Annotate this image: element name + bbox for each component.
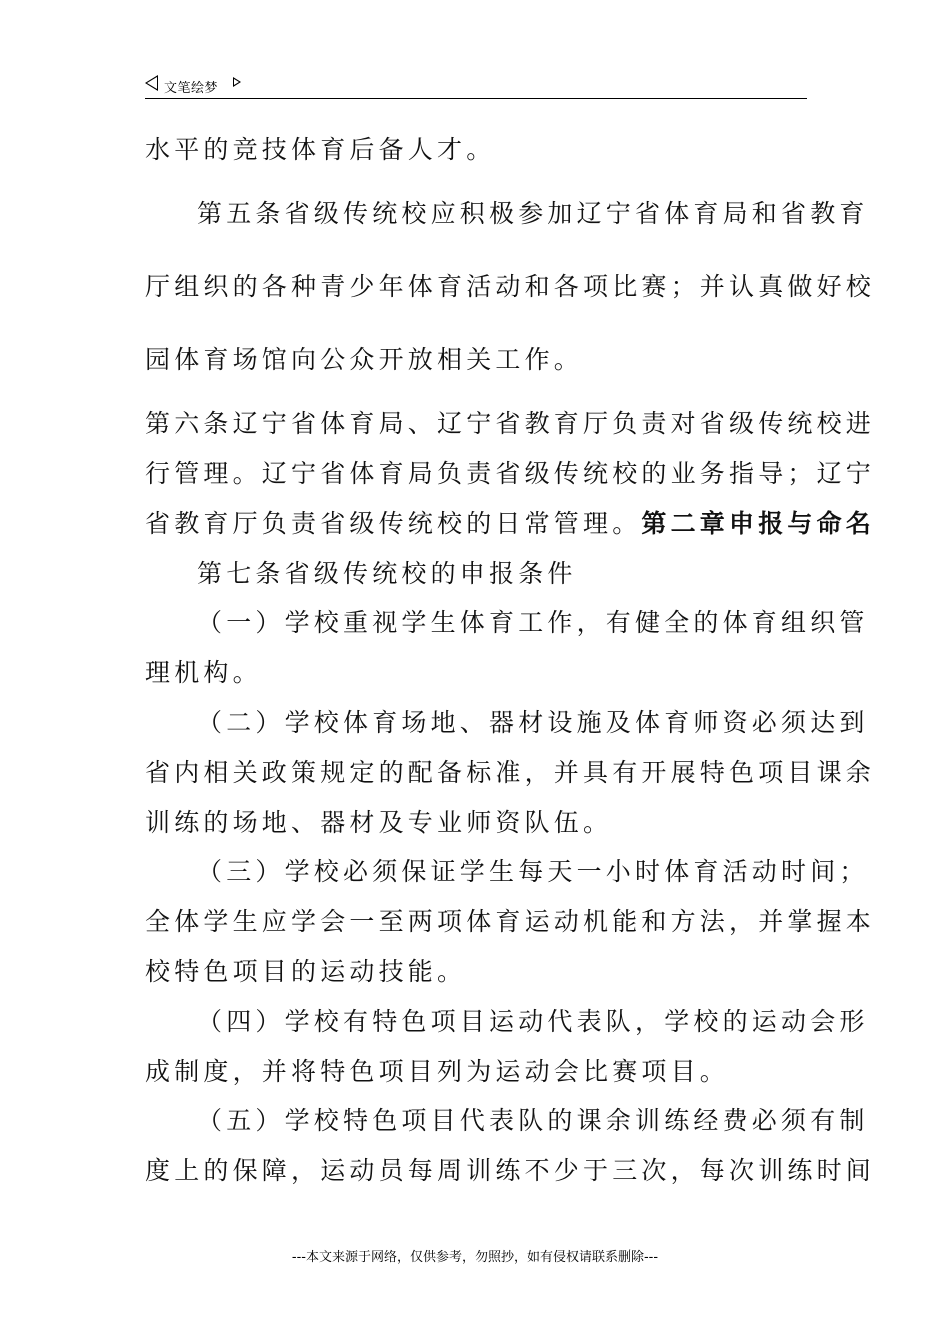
text-line: （四）学校有特色项目运动代表队，学校的运动会形 — [197, 1007, 869, 1036]
page-footer: ---本文来源于网络，仅供参考，勿照抄，如有侵权请联系删除--- — [291, 1250, 659, 1265]
text-line: （二）学校体育场地、器材设施及体育师资必须达到 — [197, 708, 869, 737]
text-line: 园体育场馆向公众开放相关工作。 — [145, 345, 584, 374]
text-line: 第七条省级传统校的申报条件 — [197, 559, 577, 588]
text-line: 理机构。 — [145, 658, 262, 687]
text-line: 第五条省级传统校应积极参加辽宁省体育局和省教育 — [197, 199, 869, 228]
text-line: 水平的竞技体育后备人才。 — [145, 135, 496, 164]
text-line — [145, 509, 876, 539]
text-line: （一）学校重视学生体育工作，有健全的体育组织管 — [197, 608, 869, 637]
text-line: 成制度，并将特色项目列为运动会比赛项目。 — [145, 1057, 730, 1086]
triangle-left-icon — [145, 75, 158, 91]
header-title: 文笔绘梦 — [164, 81, 219, 96]
page-header — [145, 74, 807, 99]
text-line: （五）学校特色项目代表队的课余训练经费必须有制 — [197, 1106, 869, 1135]
text-line: 行管理。辽宁省体育局负责省级传统校的业务指导；辽宁 — [145, 459, 876, 488]
text-line: 省内相关政策规定的配备标准，并具有开展特色项目课余 — [145, 758, 876, 787]
triangle-right-icon — [233, 77, 241, 87]
text-line: 第六条辽宁省体育局、辽宁省教育厅负责对省级传统校进 — [145, 409, 876, 438]
text-line: 厅组织的各种青少年体育活动和各项比赛；并认真做好校 — [145, 272, 876, 301]
text-line: （三）学校必须保证学生每天一小时体育活动时间； — [197, 857, 869, 886]
text-line: 校特色项目的运动技能。 — [145, 957, 467, 986]
chapter-heading: 第二章申报与命名 — [641, 509, 876, 538]
text-line: 度上的保障，运动员每周训练不少于三次，每次训练时间 — [145, 1156, 876, 1185]
text-segment: 省教育厅负责省级传统校的日常管理。 — [145, 509, 642, 538]
text-line: 训练的场地、器材及专业师资队伍。 — [145, 808, 613, 837]
text-line: 全体学生应学会一至两项体育运动机能和方法，并掌握本 — [145, 907, 876, 936]
